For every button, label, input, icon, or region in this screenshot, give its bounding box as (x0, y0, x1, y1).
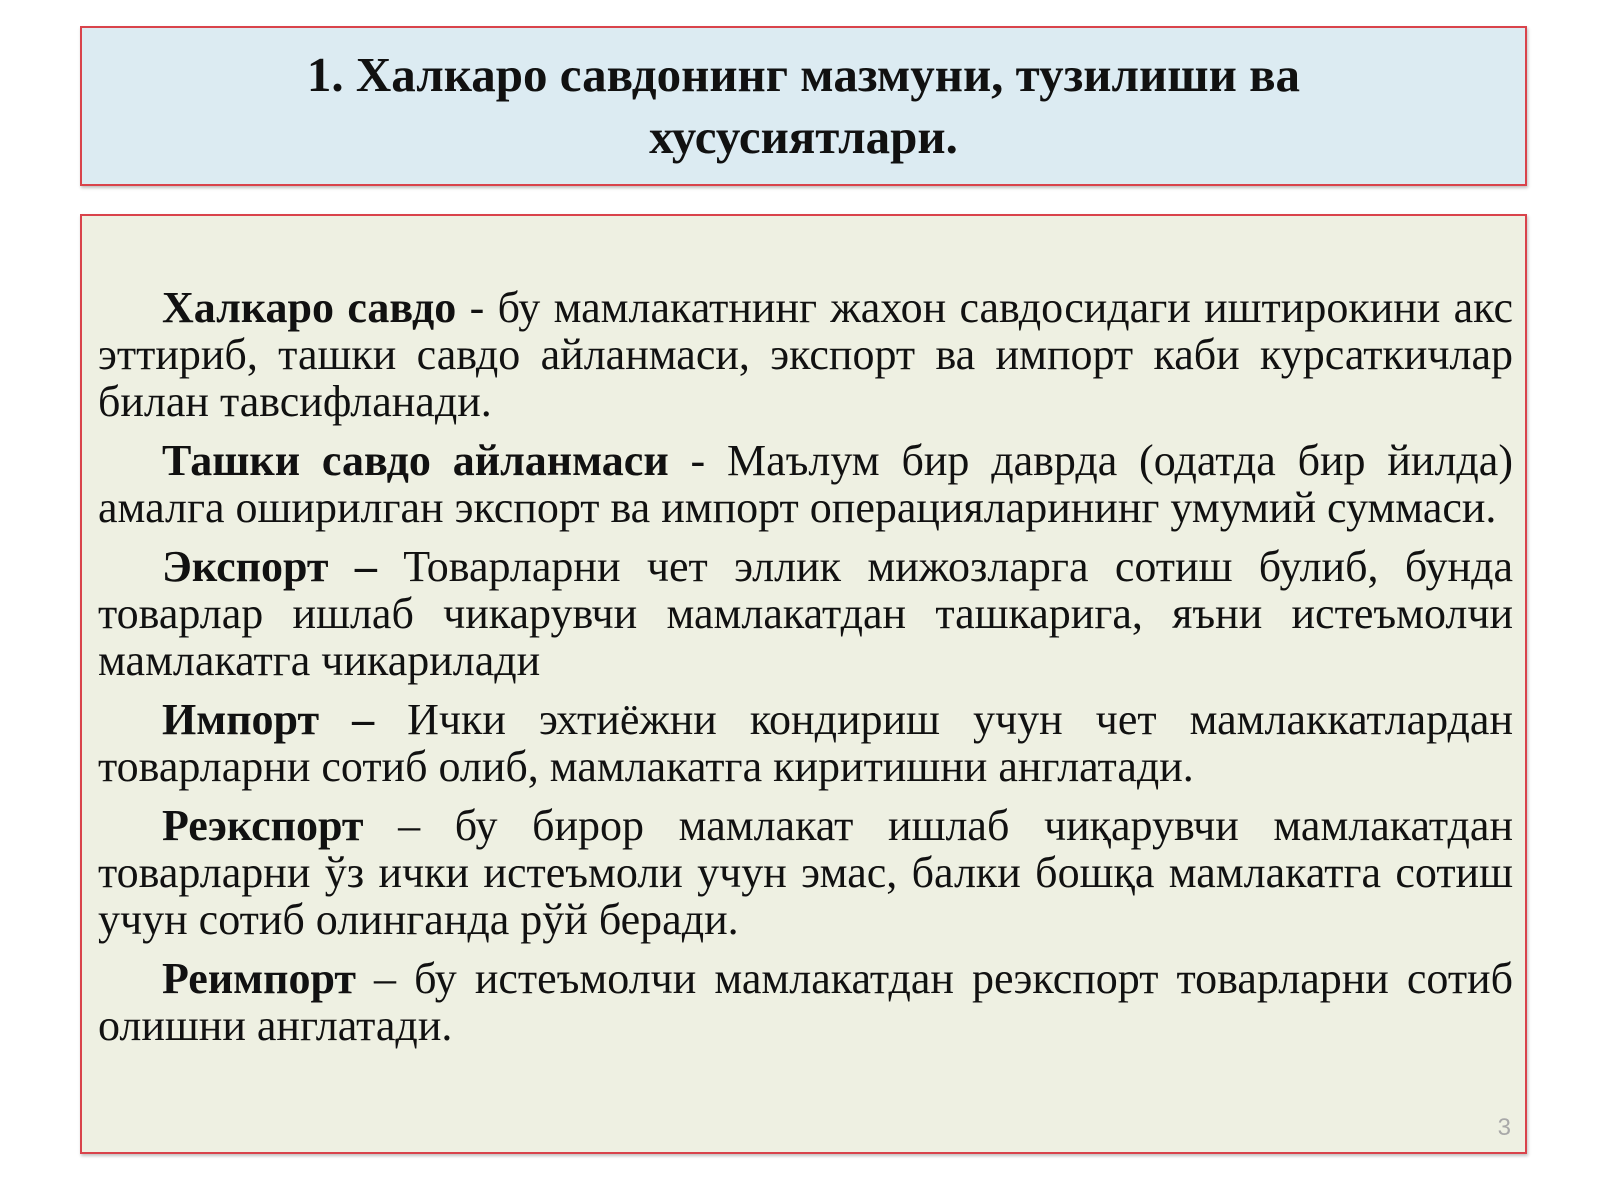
definition-text: – бу истеъмолчи мамлакатдан реэкспорт товарларни сотиб олишни англатади. (98, 954, 1513, 1050)
definition-term: Ташки савдо айланмаси (162, 436, 669, 485)
definition-reexport (98, 802, 1513, 943)
definition-term: Халкаро савдо (162, 283, 457, 332)
definition-text: – бу бирор мамлакат ишлаб чиқарувчи мамлакатдан товарларни ўз ички истеъмоли учун эмас, балки бошқа мамлакатга сотиш учун сотиб олинганда рўй беради. (98, 801, 1513, 944)
definition-text: Товарларни чет эллик мижозларга сотиш булиб, бунда товарлар ишлаб чикарувчи мамлакатдан ташкарига, яъни истеъмолчи мамлакатга чикарилади (98, 542, 1513, 685)
definitions-list (98, 284, 1513, 1061)
definition-text: - бу мамлакатнинг жахон савдосидаги иштирокини акс эттириб, ташки савдо айланмаси, экспорт ва импорт каби курсаткичлар билан тавсифланади. (98, 283, 1513, 426)
definition-text: Ички эхтиёжни кондириш учун чет мамлаккатлардан товарларни сотиб олиб, мамлакатга киритишни англатади. (98, 695, 1513, 791)
definition-term: Импорт – (162, 695, 375, 744)
page-number: 3 (1497, 1114, 1511, 1141)
definition-import (98, 696, 1513, 790)
slide-title: 1. Халкаро савдонинг мазмуни, тузилиши ва хусусиятлари. (306, 47, 1301, 164)
definition-term: Реэкспорт (162, 801, 364, 850)
definition-term: Экспорт – (162, 542, 377, 591)
definition-text: - Маълум бир даврда (одатда бир йилда) амалга оширилган экспорт ва импорт операцияларининг умумий суммаси. (98, 436, 1513, 532)
definition-term: Реимпорт (162, 954, 357, 1003)
definition-international-trade (98, 284, 1513, 425)
title-box (80, 26, 1527, 186)
definition-export (98, 543, 1513, 684)
definition-foreign-trade-turnover (98, 437, 1513, 531)
content-box (80, 214, 1527, 1154)
definition-reimport (98, 955, 1513, 1049)
